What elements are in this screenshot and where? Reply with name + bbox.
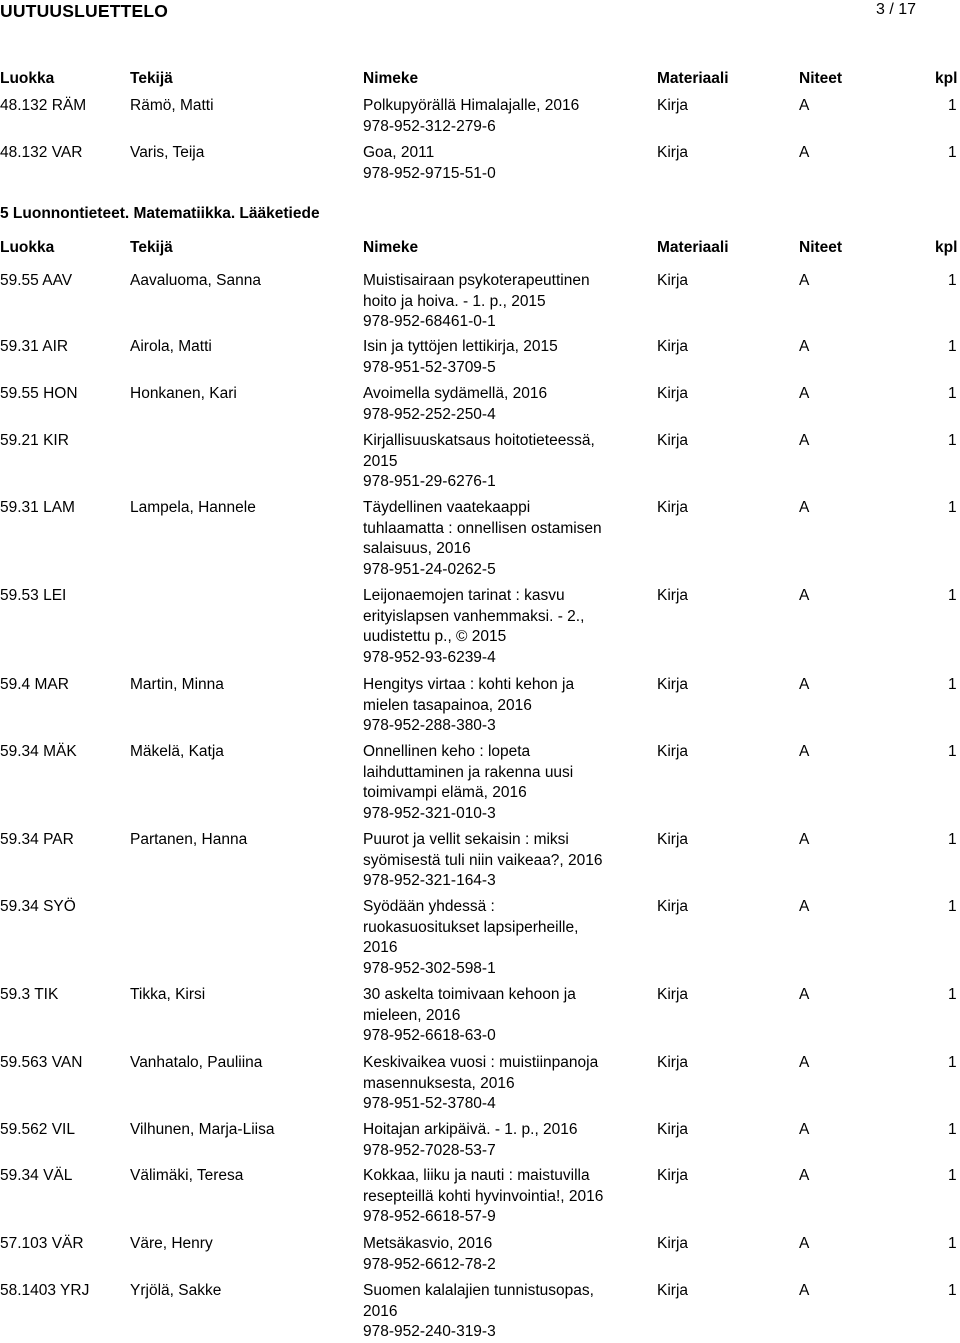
- material: Kirja: [657, 385, 689, 402]
- title-line: uudistettu p., © 2015: [363, 628, 507, 646]
- count: 1: [948, 1167, 957, 1184]
- volumes: A: [799, 144, 810, 161]
- volumes: A: [799, 385, 810, 402]
- isbn: 978-952-252-250-4: [363, 405, 496, 423]
- isbn: 978-951-52-3780-4: [363, 1095, 496, 1113]
- title-cell: [363, 897, 625, 980]
- title-line: Polkupyörällä Himalajalle, 2016: [363, 97, 580, 114]
- author: Tikka, Kirsi: [130, 986, 206, 1003]
- title-cell: [363, 1053, 625, 1115]
- count: 1: [948, 743, 957, 760]
- title-line: Hoitajan arkipäivä. - 1. p., 2016: [363, 1121, 578, 1138]
- material: Kirja: [657, 1235, 689, 1252]
- class-code: 57.103 VÄR: [0, 1235, 84, 1252]
- title-line: Keskivaikea vuosi : muistiinpanoja: [363, 1054, 599, 1071]
- isbn: 978-951-24-0262-5: [363, 561, 496, 579]
- col-volumes: Niteet: [799, 239, 843, 256]
- title-cell: [363, 742, 625, 825]
- title-cell: [363, 431, 625, 493]
- count: 1: [948, 986, 957, 1003]
- author: Yrjölä, Sakke: [130, 1282, 222, 1299]
- title-line: Kokkaa, liiku ja nauti : maistuvilla: [363, 1167, 590, 1184]
- title-cell: [363, 1166, 625, 1228]
- class-code: 59.55 HON: [0, 385, 78, 402]
- col-title: Nimeke: [363, 239, 419, 256]
- class-code: 59.562 VIL: [0, 1121, 75, 1138]
- title-line: 2016: [363, 1302, 398, 1320]
- author: Mäkelä, Katja: [130, 743, 224, 760]
- isbn: 978-952-312-279-6: [363, 117, 496, 135]
- author: Väre, Henry: [130, 1235, 213, 1252]
- document-title: UUTUUSLUETTELO: [0, 1, 169, 21]
- col-author: Tekijä: [130, 239, 173, 256]
- title-line: Syödään yhdessä :: [363, 898, 495, 915]
- col-class: Luokka: [0, 239, 55, 256]
- page-number: 3 / 17: [875, 1, 916, 18]
- author: Airola, Matti: [130, 338, 212, 355]
- author: Honkanen, Kari: [130, 385, 237, 402]
- count: 1: [948, 432, 957, 449]
- title-line: syömisestä tuli niin vaikeaa?, 2016: [363, 851, 603, 869]
- title-line: Hengitys virtaa : kohti kehon ja: [363, 676, 575, 693]
- material: Kirja: [657, 272, 689, 289]
- volumes: A: [799, 432, 810, 449]
- title-line: mieleen, 2016: [363, 1006, 461, 1024]
- material: Kirja: [657, 499, 689, 516]
- volumes: A: [799, 1121, 810, 1138]
- title-line: ruokasuositukset lapsiperheille,: [363, 918, 579, 936]
- isbn: 978-952-288-380-3: [363, 717, 496, 735]
- isbn: 978-951-52-3709-5: [363, 358, 496, 376]
- title-line: tuhlaamatta : onnellisen ostamisen: [363, 519, 602, 537]
- material: Kirja: [657, 432, 689, 449]
- count: 1: [948, 97, 957, 114]
- material: Kirja: [657, 587, 689, 604]
- material: Kirja: [657, 831, 689, 848]
- isbn: 978-952-6618-63-0: [363, 1027, 496, 1045]
- count: 1: [948, 1235, 957, 1252]
- volumes: A: [799, 986, 810, 1003]
- material: Kirja: [657, 144, 689, 161]
- title-cell: [363, 143, 625, 184]
- isbn: 978-952-321-164-3: [363, 872, 496, 890]
- author: Martin, Minna: [130, 676, 224, 693]
- class-code: 59.31 AIR: [0, 338, 69, 355]
- volumes: A: [799, 1235, 810, 1252]
- count: 1: [948, 587, 957, 604]
- title-line: mielen tasapainoa, 2016: [363, 696, 532, 714]
- author: Välimäki, Teresa: [130, 1167, 244, 1184]
- author: Rämö, Matti: [130, 97, 214, 114]
- volumes: A: [799, 831, 810, 848]
- title-line: Goa, 2011: [363, 144, 435, 161]
- isbn: 978-952-6618-57-9: [363, 1208, 496, 1226]
- volumes: A: [799, 97, 810, 114]
- class-code: 59.4 MAR: [0, 676, 69, 693]
- volumes: A: [799, 676, 810, 693]
- col-count: kpl: [935, 70, 958, 87]
- volumes: A: [799, 499, 810, 516]
- col-material: Materiaali: [657, 239, 729, 256]
- title-cell: [363, 1234, 625, 1275]
- isbn: 978-951-29-6276-1: [363, 473, 496, 491]
- author: Varis, Teija: [130, 144, 205, 161]
- volumes: A: [799, 272, 810, 289]
- count: 1: [948, 1054, 957, 1071]
- count: 1: [948, 1282, 957, 1299]
- title-line: hoito ja hoiva. - 1. p., 2015: [363, 292, 546, 310]
- title-line: Muistisairaan psykoterapeuttinen: [363, 272, 590, 289]
- class-code: 59.34 VÄL: [0, 1167, 73, 1184]
- title-cell: [363, 675, 625, 737]
- count: 1: [948, 338, 957, 355]
- material: Kirja: [657, 676, 689, 693]
- title-line: masennuksesta, 2016: [363, 1074, 515, 1092]
- title-line: Avoimella sydämellä, 2016: [363, 385, 548, 402]
- title-cell: [363, 586, 625, 669]
- title-cell: [363, 271, 625, 333]
- title-cell: [363, 1120, 625, 1161]
- title-line: Suomen kalalajien tunnistusopas,: [363, 1282, 594, 1299]
- author: Lampela, Hannele: [130, 499, 256, 516]
- title-line: Kirjallisuuskatsaus hoitotieteessä,: [363, 432, 595, 449]
- material: Kirja: [657, 338, 689, 355]
- col-class: Luokka: [0, 70, 55, 87]
- title-line: Puurot ja vellit sekaisin : miksi: [363, 831, 569, 848]
- class-code: 59.55 AAV: [0, 272, 73, 289]
- isbn: 978-952-93-6239-4: [363, 649, 496, 667]
- title-line: Metsäkasvio, 2016: [363, 1235, 493, 1252]
- count: 1: [948, 272, 957, 289]
- isbn: 978-952-68461-0-1: [363, 313, 496, 331]
- count: 1: [948, 898, 957, 915]
- title-line: 2016: [363, 939, 398, 957]
- col-material: Materiaali: [657, 70, 729, 87]
- title-cell: [363, 985, 625, 1047]
- author: Vanhatalo, Pauliina: [130, 1054, 263, 1071]
- isbn: 978-952-240-319-3: [363, 1323, 496, 1341]
- material: Kirja: [657, 986, 689, 1003]
- title-cell: [363, 498, 625, 581]
- count: 1: [948, 831, 957, 848]
- material: Kirja: [657, 97, 689, 114]
- volumes: A: [799, 1167, 810, 1184]
- volumes: A: [799, 898, 810, 915]
- col-volumes: Niteet: [799, 70, 843, 87]
- count: 1: [948, 385, 957, 402]
- isbn: 978-952-6612-78-2: [363, 1255, 496, 1273]
- title-line: salaisuus, 2016: [363, 540, 471, 558]
- isbn: 978-952-321-010-3: [363, 805, 496, 823]
- title-line: 30 askelta toimivaan kehoon ja: [363, 986, 576, 1003]
- material: Kirja: [657, 743, 689, 760]
- title-cell: [363, 1281, 625, 1343]
- count: 1: [948, 676, 957, 693]
- title-line: Isin ja tyttöjen lettikirja, 2015: [363, 338, 558, 355]
- count: 1: [948, 1121, 957, 1138]
- material: Kirja: [657, 1167, 689, 1184]
- class-code: 59.53 LEI: [0, 587, 67, 604]
- title-line: toimivampi elämä, 2016: [363, 784, 527, 802]
- class-code: 48.132 RÄM: [0, 97, 87, 114]
- volumes: A: [799, 1054, 810, 1071]
- title-line: erityislapsen vanhemmaksi. - 2.,: [363, 607, 585, 625]
- isbn: 978-952-9715-51-0: [363, 164, 496, 182]
- class-code: 59.31 LAM: [0, 499, 75, 516]
- material: Kirja: [657, 1121, 689, 1138]
- col-author: Tekijä: [130, 70, 173, 87]
- title-line: resepteillä kohti hyvinvointia!, 2016: [363, 1187, 604, 1205]
- material: Kirja: [657, 1054, 689, 1071]
- title-line: 2015: [363, 452, 398, 470]
- title-cell: [363, 96, 625, 137]
- title-line: Leijonaemojen tarinat : kasvu: [363, 587, 565, 604]
- author: Aavaluoma, Sanna: [130, 272, 261, 289]
- volumes: A: [799, 743, 810, 760]
- material: Kirja: [657, 1282, 689, 1299]
- class-code: 59.34 SYÖ: [0, 898, 76, 915]
- material: Kirja: [657, 898, 689, 915]
- col-title: Nimeke: [363, 70, 419, 87]
- volumes: A: [799, 1282, 810, 1299]
- author: Partanen, Hanna: [130, 831, 248, 848]
- class-code: 59.21 KIR: [0, 432, 69, 449]
- section-title: 5 Luonnontieteet. Matematiikka. Lääketiede: [0, 205, 320, 222]
- class-code: 59.563 VAN: [0, 1054, 83, 1071]
- volumes: A: [799, 587, 810, 604]
- title-line: Onnellinen keho : lopeta: [363, 743, 531, 760]
- isbn: 978-952-7028-53-7: [363, 1141, 496, 1159]
- class-code: 59.34 MÄK: [0, 743, 77, 760]
- class-code: 48.132 VAR: [0, 144, 83, 161]
- col-count: kpl: [935, 239, 958, 256]
- class-code: 58.1403 YRJ: [0, 1282, 90, 1299]
- class-code: 59.34 PAR: [0, 831, 74, 848]
- title-cell: [363, 337, 625, 378]
- volumes: A: [799, 338, 810, 355]
- author: Vilhunen, Marja-Liisa: [130, 1121, 275, 1138]
- count: 1: [948, 499, 957, 516]
- isbn: 978-952-302-598-1: [363, 960, 496, 978]
- count: 1: [948, 144, 957, 161]
- class-code: 59.3 TIK: [0, 986, 59, 1003]
- title-line: Täydellinen vaatekaappi: [363, 499, 531, 516]
- title-cell: [363, 830, 625, 892]
- title-cell: [363, 384, 625, 425]
- title-line: laihduttaminen ja rakenna uusi: [363, 763, 574, 781]
